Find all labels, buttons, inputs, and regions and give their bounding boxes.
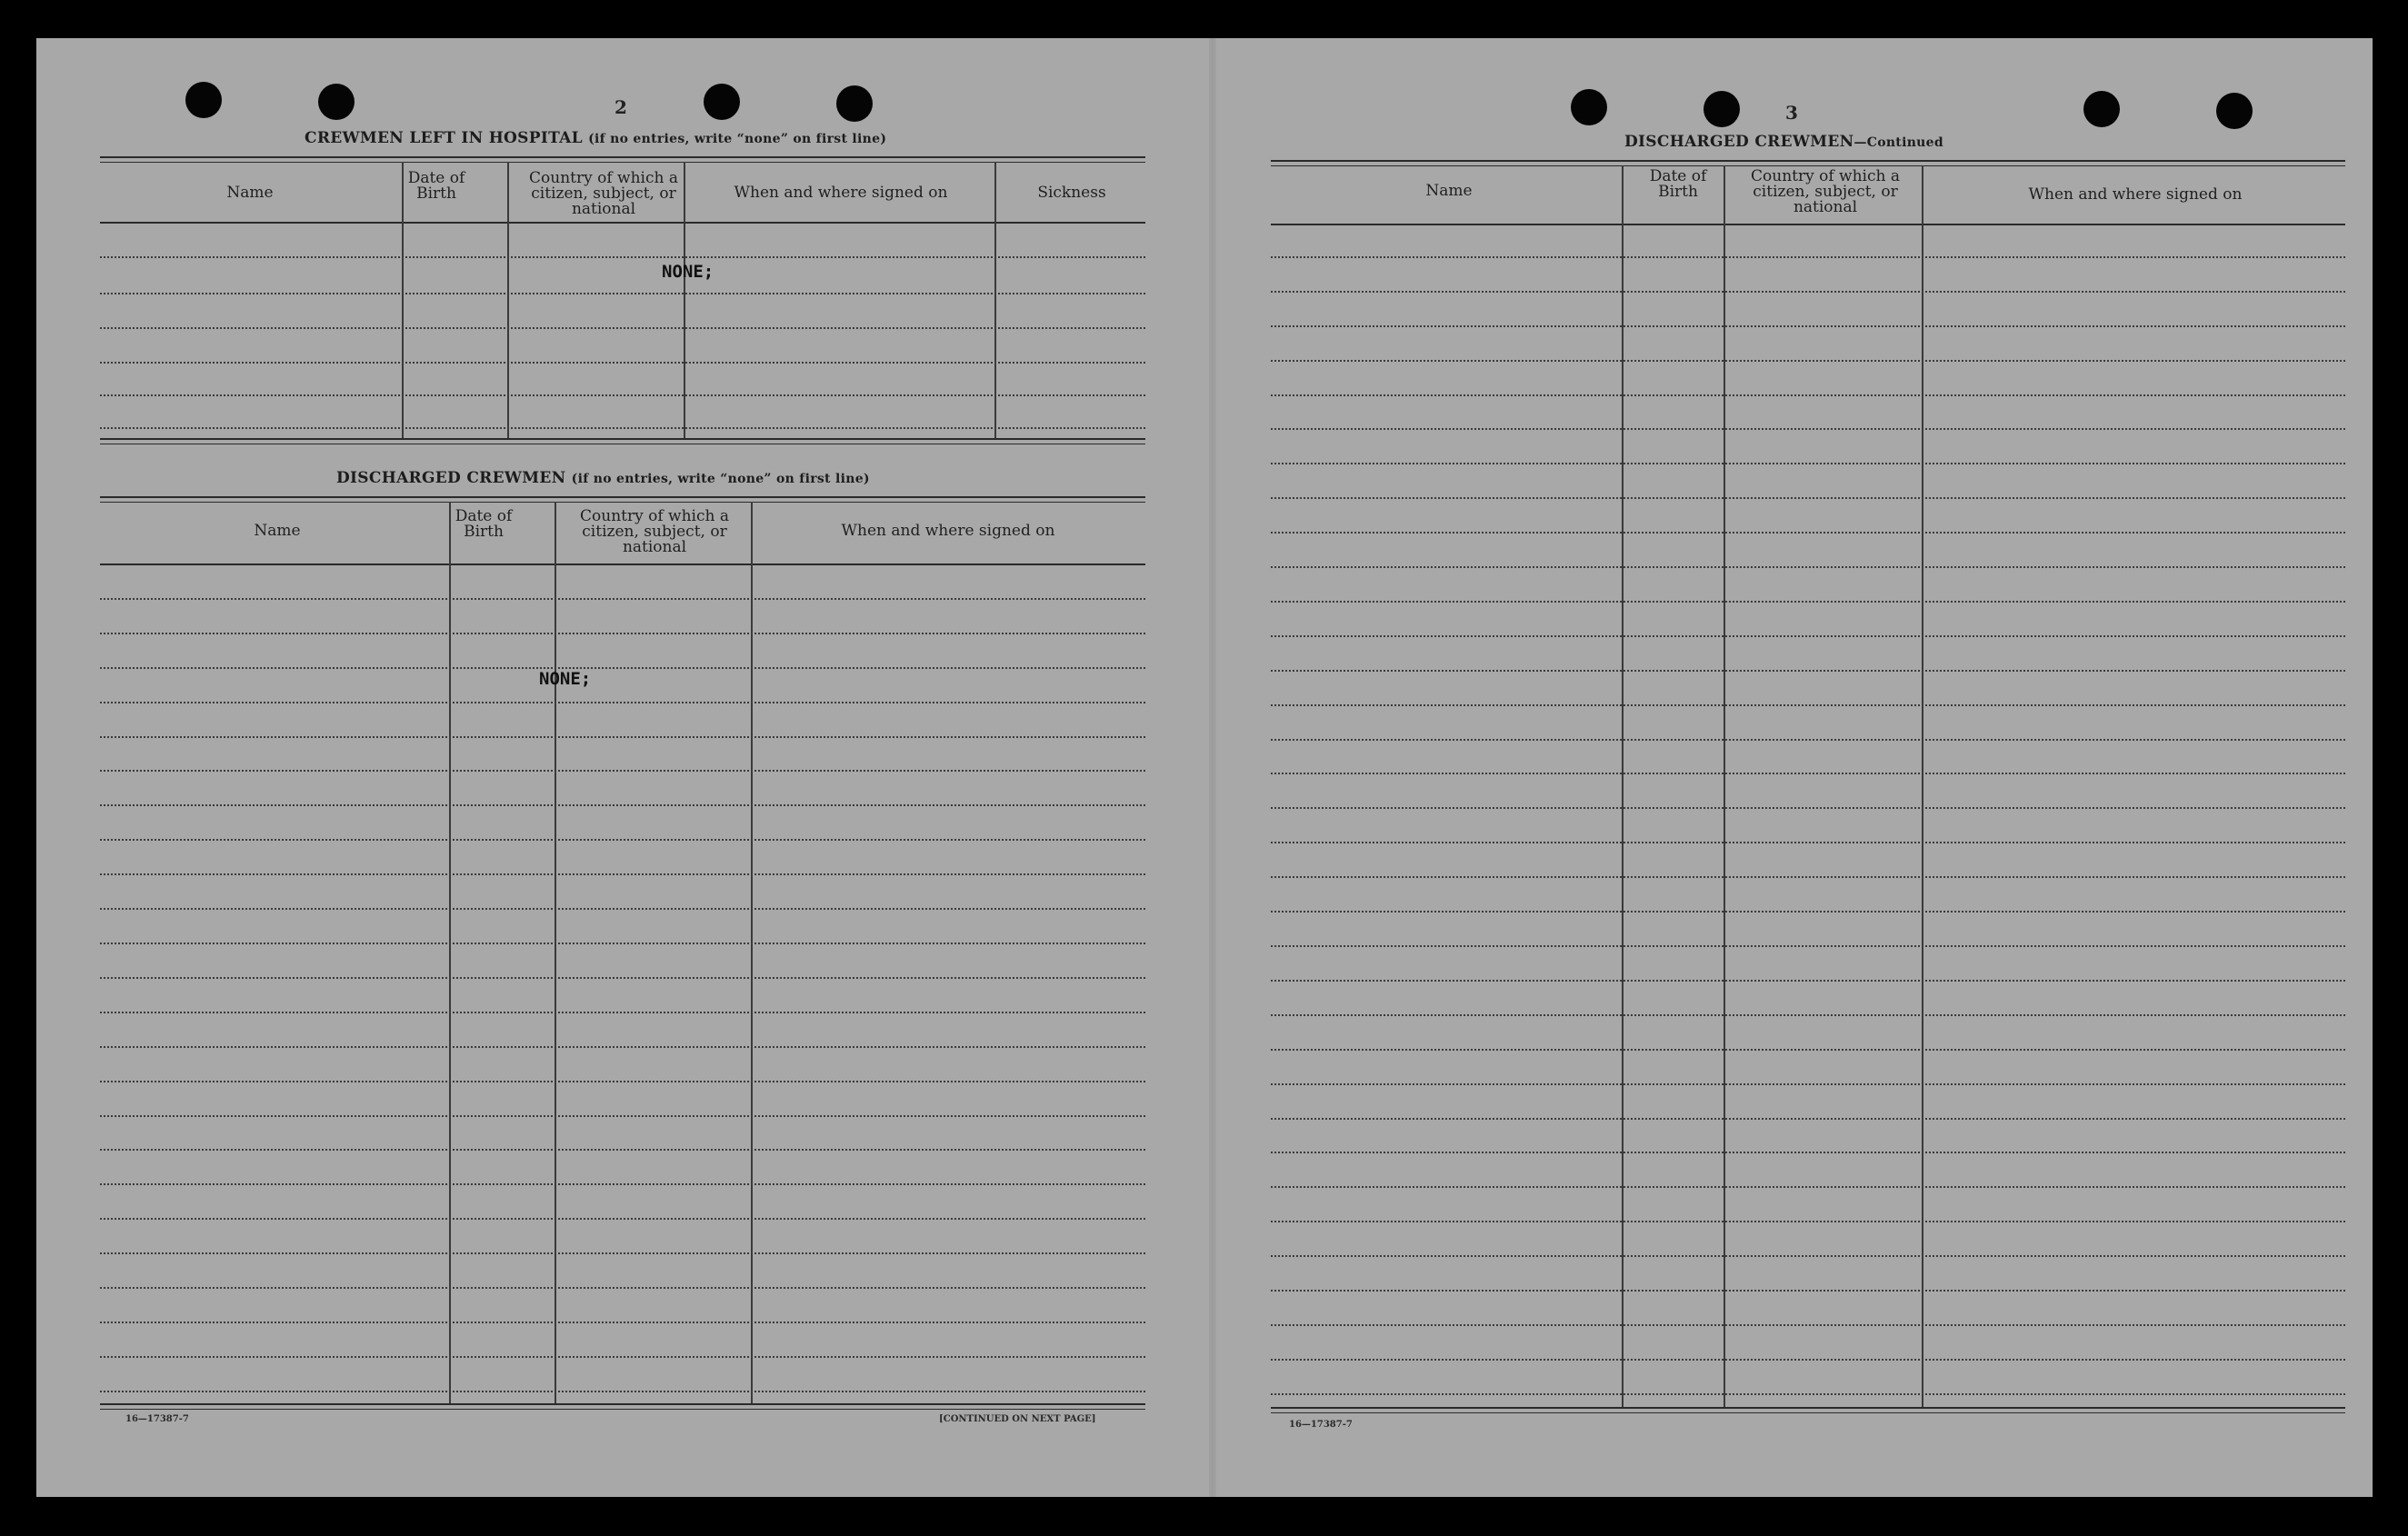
- entry-line: [1271, 256, 2345, 258]
- entry-line: [1271, 1255, 2345, 1257]
- entry-line: [100, 1322, 1145, 1323]
- rule: [100, 564, 1145, 565]
- entry-line: [1271, 1118, 2345, 1120]
- entry-line: [1271, 1324, 2345, 1326]
- rule: [100, 222, 1145, 224]
- rule: [100, 162, 1145, 163]
- hospital-col-name: Name: [226, 184, 274, 202]
- form-number: 16—17387-7: [125, 1414, 189, 1424]
- entry-line: [1271, 360, 2345, 362]
- entry-line: [100, 1149, 1145, 1151]
- entry-line: [1271, 1014, 2345, 1016]
- entry-line: [1271, 463, 2345, 464]
- entry-line: [1271, 601, 2345, 603]
- punch-hole: [836, 85, 873, 122]
- rule: [1271, 224, 2345, 225]
- column-divider: [402, 162, 404, 438]
- punch-hole: [2216, 93, 2253, 129]
- entry-line: [100, 804, 1145, 806]
- punch-hole: [185, 82, 222, 118]
- page-fold: [1209, 38, 1216, 1497]
- entry-line: [100, 394, 1145, 396]
- hospital-col-signed-on: When and where signed on: [734, 184, 948, 202]
- entry-line: [100, 1218, 1145, 1220]
- page-number: 2: [614, 96, 627, 118]
- entry-line: [1271, 394, 2345, 396]
- discharged-title-instruction: (if no entries, write “none” on first line): [571, 472, 870, 486]
- discharged-entry-none: NONE;: [539, 669, 592, 689]
- entry-line: [100, 1115, 1145, 1117]
- column-divider: [507, 162, 509, 438]
- entry-line: [100, 598, 1145, 600]
- entry-line: [1271, 1359, 2345, 1361]
- entry-line: [100, 1252, 1145, 1254]
- discharged-col-name: Name: [254, 522, 301, 540]
- hospital-col-dob: Date of Birth: [407, 169, 465, 203]
- entry-line: [100, 1046, 1145, 1048]
- entry-line: [100, 633, 1145, 634]
- entry-line: [1271, 739, 2345, 741]
- hospital-col-sickness: Sickness: [1037, 184, 1106, 202]
- entry-line: [1271, 532, 2345, 534]
- rule: [100, 438, 1145, 440]
- entry-line: [100, 908, 1145, 910]
- entry-line: [1271, 773, 2345, 774]
- discharged-continued-subtitle: —Continued: [1853, 135, 1943, 150]
- entry-line: [1271, 980, 2345, 982]
- entry-line: [100, 667, 1145, 669]
- rule: [100, 156, 1145, 158]
- discharged-continued-title: [1624, 133, 1943, 151]
- entry-line: [100, 1183, 1145, 1185]
- entry-line: [1271, 911, 2345, 913]
- column-divider: [1922, 165, 1923, 1407]
- punch-hole: [318, 84, 355, 120]
- hospital-entry-none: NONE;: [662, 262, 714, 282]
- entry-line: [1271, 945, 2345, 947]
- rule: [100, 496, 1145, 498]
- entry-line: [100, 1391, 1145, 1392]
- entry-line: [100, 293, 1145, 294]
- discharged-continued-title-text: DISCHARGED CREWMEN: [1624, 133, 1854, 151]
- entry-line: [1271, 1152, 2345, 1153]
- entry-line: [1271, 291, 2345, 293]
- continued-col-country: Country of which a citizen, subject, or national: [1751, 167, 1900, 216]
- entry-line: [100, 702, 1145, 703]
- entry-line: [1271, 428, 2345, 430]
- discharged-col-country: Country of which a citizen, subject, or national: [580, 507, 729, 556]
- rule: [1271, 1412, 2345, 1413]
- rule: [1271, 160, 2345, 162]
- entry-line: [100, 1287, 1145, 1289]
- punch-hole: [1704, 91, 1740, 127]
- entry-line: [100, 1081, 1145, 1082]
- entry-line: [100, 256, 1145, 258]
- entry-line: [1271, 876, 2345, 878]
- column-divider: [449, 502, 451, 1403]
- discharged-section-title: [336, 469, 870, 487]
- continued-col-dob: Date of Birth: [1649, 167, 1707, 201]
- punch-hole: [1571, 89, 1607, 125]
- rule: [1271, 165, 2345, 166]
- rule: [1271, 1407, 2345, 1409]
- entry-line: [1271, 1049, 2345, 1051]
- entry-line: [1271, 670, 2345, 672]
- entry-line: [1271, 704, 2345, 706]
- form-number: 16—17387-7: [1289, 1420, 1353, 1430]
- entry-line: [1271, 842, 2345, 843]
- entry-line: [100, 873, 1145, 875]
- entry-line: [1271, 566, 2345, 568]
- hospital-title-text: CREWMEN LEFT IN HOSPITAL: [305, 129, 583, 147]
- entry-line: [100, 943, 1145, 944]
- column-divider: [684, 162, 685, 438]
- entry-line: [100, 977, 1145, 979]
- continued-col-signed-on: When and where signed on: [2028, 185, 2243, 204]
- discharged-col-dob: Date of Birth: [455, 507, 513, 541]
- hospital-section-title: [305, 129, 886, 147]
- continued-col-name: Name: [1425, 182, 1473, 200]
- punch-hole: [704, 84, 740, 120]
- rule: [100, 502, 1145, 503]
- column-divider: [751, 502, 753, 1403]
- discharged-title-text: DISCHARGED CREWMEN: [336, 469, 566, 487]
- entry-line: [100, 327, 1145, 329]
- column-divider: [994, 162, 996, 438]
- document-sheet: [36, 38, 2373, 1497]
- entry-line: [1271, 497, 2345, 499]
- continued-note: [CONTINUED ON NEXT PAGE]: [939, 1414, 1096, 1424]
- entry-line: [1271, 635, 2345, 637]
- entry-line: [100, 427, 1145, 429]
- entry-line: [1271, 1393, 2345, 1395]
- entry-line: [100, 839, 1145, 841]
- entry-line: [1271, 1290, 2345, 1292]
- discharged-col-signed-on: When and where signed on: [841, 522, 1055, 540]
- column-divider: [555, 502, 556, 1403]
- punch-hole: [2083, 91, 2120, 127]
- entry-line: [1271, 325, 2345, 327]
- entry-line: [100, 362, 1145, 364]
- entry-line: [1271, 1221, 2345, 1222]
- hospital-title-instruction: (if no entries, write “none” on first line): [588, 132, 887, 146]
- entry-line: [100, 736, 1145, 738]
- page-number: 3: [1785, 102, 1798, 124]
- entry-line: [100, 1012, 1145, 1013]
- entry-line: [100, 770, 1145, 772]
- rule: [100, 1403, 1145, 1405]
- entry-line: [1271, 1186, 2345, 1188]
- entry-line: [1271, 1083, 2345, 1085]
- column-divider: [1724, 165, 1725, 1407]
- entry-line: [100, 1356, 1145, 1358]
- column-divider: [1622, 165, 1624, 1407]
- rule: [100, 1409, 1145, 1410]
- hospital-col-country: Country of which a citizen, subject, or national: [529, 169, 678, 218]
- entry-line: [1271, 807, 2345, 809]
